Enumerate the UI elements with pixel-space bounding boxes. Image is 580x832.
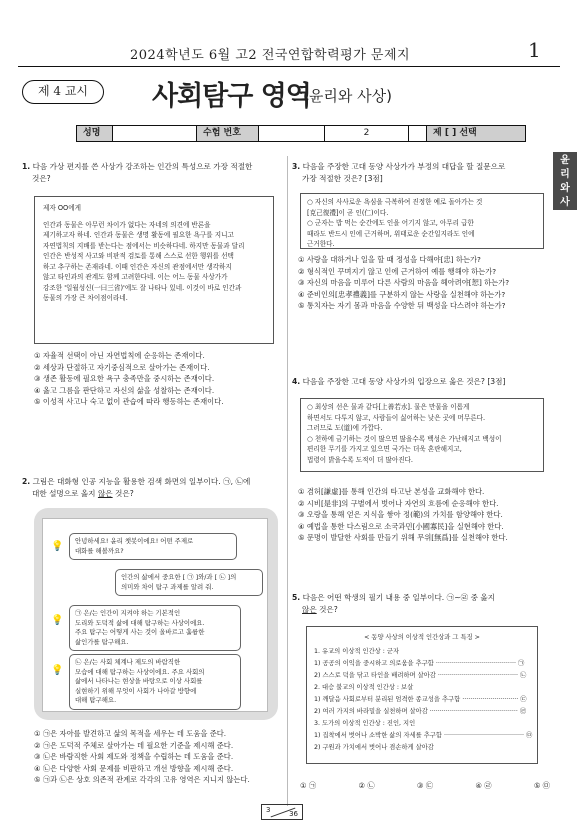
choice-label: 제 [ ] 선택 — [427, 126, 525, 141]
answer-bubble-2 — [69, 654, 241, 710]
bubble-line: 의미와 차이 탐구 과제를 알려 줘. — [121, 582, 214, 591]
q5-option[interactable]: ① ㉠ — [300, 781, 317, 790]
q5-stem-line1: 다음은 어떤 학생의 필기 내용 중 일부이다. ㉠~㉣ 중 옳지 — [302, 593, 495, 602]
q4-quote-line: 법령이 밝을수록 도적이 더 많아진다. — [307, 455, 414, 464]
q3-option[interactable]: ③ 자신의 마음을 미루어 다른 사람의 마음을 헤아려야[恕] 하는가? — [298, 278, 510, 288]
question-2 — [22, 476, 284, 500]
q5-note-line: 1. 유교의 이상적 인간상 : 군자 — [314, 648, 400, 655]
q1-letter-body — [43, 220, 265, 304]
q5-note-line: 2) 스스로 덕을 닦고 타인을 배려하며 살아감 ········································ ㉡ — [314, 672, 527, 679]
bubble-line: ㉡ 은/는 사회 체계나 제도의 바람직한 — [75, 658, 181, 666]
q3-quote-box — [300, 193, 544, 249]
q4-quote-line: ○ 천하에 금기하는 것이 많으면 많을수록 백성은 가난해지고 백성이 — [307, 434, 502, 443]
question-3 — [292, 161, 550, 185]
bubble-line: 대화를 해볼까요? — [75, 546, 124, 555]
q4-options — [298, 486, 550, 544]
q1-letter-to: 제자 OO에게 — [43, 204, 81, 212]
q3-options — [298, 254, 550, 312]
bubble-line: 대해 탐구해요. — [75, 696, 117, 704]
q5-note-box — [306, 626, 538, 764]
id-blank[interactable] — [409, 126, 427, 141]
lightbulb-icon: 💡 — [51, 615, 64, 626]
q1-number: 1. — [22, 162, 31, 171]
q3-option[interactable]: ① 사랑을 대하거나 일을 할 때 정성을 다해야[忠] 하는가? — [298, 255, 481, 264]
q5-option[interactable]: ⑤ ㉤ — [533, 781, 550, 790]
q3-number: 3. — [292, 162, 301, 171]
q3-quote-line: 근거한다. — [307, 240, 335, 248]
name-label: 성명 — [77, 126, 113, 141]
q2-number: 2. — [22, 477, 31, 486]
chatbot-greeting-bubble — [69, 533, 237, 560]
q3-stem-line1: 다음을 주장한 고대 동양 사상가가 부정의 대답을 할 질문으로 — [302, 162, 506, 171]
q3-quote-line: [克己復禮]이 곧 인(仁)이다. — [307, 208, 389, 217]
q4-quote-line: ○ 최상의 선은 물과 같다[上善若水]. 물은 만물을 이롭게 — [307, 403, 470, 411]
q5-options — [300, 780, 550, 792]
q3-quote-line: ○ 군자는 밥 먹는 순간에도 인을 어기지 않고, 아무리 급한 — [307, 219, 474, 227]
id-field[interactable] — [259, 126, 325, 141]
q5-note-line: 2. 대승 불교의 이상적 인간상 : 보살 — [314, 684, 414, 691]
q5-option[interactable]: ② ㉡ — [358, 781, 375, 790]
area-subtitle: (윤리와 사상) — [303, 87, 392, 105]
bubble-line: 삶에서 나타나는 현상을 바탕으로 이상 사회를 — [75, 677, 203, 685]
q4-quote-line: 하면서도 다투지 않고, 사람들이 싫어하는 낮은 곳에 머무른다. — [307, 413, 486, 422]
q5-note-line: 2) 구원과 가치에서 벗어나 겸손하게 살아감 — [314, 744, 434, 751]
q2-option[interactable]: ⑤ ㉠과 ㉡은 상호 의존적 관계로 각각의 고유 영역은 지니지 않는다. — [34, 775, 250, 785]
q5-stem-b: 것은? — [316, 605, 338, 614]
q5-note-line: 1) 집착에서 벗어나 소박한 삶의 자세를 추구함 ········································ ㉤ — [314, 732, 533, 739]
q2-options — [34, 728, 284, 786]
chat-screen — [42, 518, 268, 712]
q4-option[interactable]: ⑤ 문명이 발달한 사회를 만들기 위해 무위[無爲]를 실천해야 한다. — [298, 533, 508, 543]
q1-letter-box — [34, 196, 274, 344]
q5-note-line: 1) 공공의 이익을 중시하고 의로움을 추구함 ········································ ㉠ — [314, 660, 525, 667]
q2-stem-b: 것은? — [112, 489, 134, 498]
q3-quote-line: ○ 자신의 사사로운 욕심을 극복하여 진정한 예로 돌아가는 것 — [307, 198, 483, 206]
exam-title: 2024학년도 6월 고2 전국연합학력평가 문제지 — [130, 48, 411, 63]
q3-stem-line2: 가장 적절한 것은? [3점] — [302, 174, 383, 183]
q2-option[interactable]: ④ ㉡은 다양한 사회 문제를 비판하고 개선 방향을 제시해 준다. — [34, 763, 234, 773]
q4-option[interactable]: ③ 오랑을 통해 얻은 지식을 쌓아 정(範)의 가치를 함양해야 한다. — [298, 510, 503, 520]
subject-side-tab — [553, 152, 577, 222]
q1-letter-line: 강조한 '일월성신(一曰三省)'에도 잘 나타나 있네. 이것이 바로 인간과 — [43, 283, 242, 292]
side-tab-label: 윤리와 사상 — [560, 155, 570, 222]
bubble-line: 안녕하세요! 윤리 챗봇이에요! 어떤 주제로 — [75, 537, 194, 545]
bubble-line: 삶인가를 탐구해요. — [75, 637, 129, 646]
lightbulb-icon: 💡 — [51, 541, 64, 552]
q5-note-title: < 동양 사상의 이상적 인간상과 그 특징 > — [364, 634, 480, 641]
page-number: 1 — [528, 38, 541, 62]
q4-option[interactable]: ④ 예법을 통한 다스림으로 소국과민[小國寡民]을 실현해야 한다. — [298, 521, 504, 531]
question-4 — [292, 376, 550, 388]
q3-quote-line: 때라도 반드시 인에 근거하며, 위태로운 순간일지라도 인에 — [307, 229, 475, 238]
q4-quote-line: 그러므로 도(道)에 가깝다. — [307, 424, 383, 432]
bubble-line: 실현하기 위해 무엇이 사회가 나아갈 방향에 — [75, 686, 197, 695]
q1-letter-line: 인간과 동물은 아무런 차이가 없다는 자네의 의견에 반론을 — [43, 220, 211, 229]
answer-bubble-1 — [69, 605, 241, 651]
id-digit: 2 — [325, 126, 409, 141]
examinee-info-row — [76, 125, 526, 142]
header-divider — [18, 66, 560, 67]
q5-note-line: 3. 도가의 이상적 인간상 : 진인, 지인 — [314, 720, 416, 727]
q3-option[interactable]: ④ 준비인의[忠孝禮義]를 구분하지 않는 사랑을 실천해야 하는가? — [298, 289, 506, 299]
q5-number: 5. — [292, 593, 301, 602]
bubble-line: 주요 탐구는 어떻게 사는 것이 올바르고 훌륭한 — [75, 628, 205, 636]
area-title: 사회탐구 영역 — [152, 81, 311, 112]
bubble-line: 인간의 삶에서 중요한 [ ㉠ ]와/과 [ ㉡ ]의 — [121, 573, 237, 581]
column-divider — [287, 156, 288, 806]
bubble-line: 모습에 대해 탐구하는 사상이에요. 주요 사회의 — [75, 667, 205, 676]
q1-letter-line: 하고 추구하는 존재라네. 이때 인간은 자신의 관점에서만 생각하지 — [43, 262, 232, 271]
q3-option[interactable]: ② 형식적인 꾸며지기 않고 인에 근거하여 예를 행해야 하는가? — [298, 266, 497, 276]
name-field[interactable] — [113, 126, 197, 141]
q1-letter-line: 동물의 가장 큰 차이점이라네. — [43, 294, 128, 302]
bubble-line: 도리와 도덕적 삶에 대해 탐구하는 사상이에요. — [75, 618, 205, 627]
question-5 — [292, 592, 550, 616]
q4-quote-box — [300, 398, 544, 472]
q1-option[interactable]: ② 세상과 단절하고 자기중심적으로 살아가는 존재이다. — [34, 362, 210, 372]
page-total: 36 — [289, 810, 298, 818]
q2-option[interactable]: ② ㉠은 도덕적 주체로 살아가는 데 필요한 기준을 제시해 준다. — [34, 740, 234, 750]
q1-letter-line: 자연법칙의 지배를 받는다는 점에서는 비슷하다네. 하지만 동물과 달리 — [43, 241, 245, 250]
q1-stem-line2: 것은? — [32, 174, 51, 183]
q4-option[interactable]: ② 시비[是非]의 구별에서 벗어나 자연의 흐름에 순응해야 한다. — [298, 498, 499, 508]
q4-quote-line: 편리한 무기를 가지고 있으면 국가는 더욱 혼란해지고, — [307, 445, 462, 453]
bubble-line: ㉠ 은/는 인간이 지켜야 하는 기본적인 — [75, 609, 181, 617]
q2-stem-underlined: 않은 — [97, 489, 113, 498]
q5-stem-underlined: 않은 — [302, 605, 317, 614]
q4-stem: 다음을 주장한 고대 동양 사상가의 입장으로 옳은 것은? [3점] — [302, 377, 506, 386]
q2-stem-line1: 그림은 대화형 인공 지능을 활용한 검색 화면의 일부이다. ㉠, ㉡에 — [32, 477, 251, 486]
page-current: 3 — [266, 806, 271, 814]
q2-stem-a: 대한 설명으로 옳지 — [32, 489, 98, 498]
period-badge: 제 4 교시 — [22, 80, 104, 104]
q1-option[interactable]: ③ 생존 활동에 필요한 욕구 충족만을 중시하는 존재이다. — [34, 374, 215, 384]
lightbulb-icon: 💡 — [51, 665, 64, 676]
q1-letter-line: 않고 타인과의 관계도 함께 고려한다네. 이는 어느 동물 사상가가 — [43, 273, 228, 281]
q1-option[interactable]: ④ 옳고 그름을 판단하고 자신의 삶을 성찰하는 존재이다. — [34, 385, 215, 395]
q5-option[interactable]: ③ ㉢ — [416, 781, 434, 790]
q2-option[interactable]: ① ㉠은 자아를 발견하고 삶의 목적을 세우는 데 도움을 준다. — [34, 729, 227, 738]
q2-option[interactable]: ③ ㉡은 바람직한 사회 제도와 정책을 수립하는 데 도움을 준다. — [34, 752, 234, 762]
q1-option[interactable]: ⑤ 이성적 사고나 숙고 없이 관습에 따라 행동하는 존재이다. — [34, 397, 224, 407]
q1-option[interactable]: ① 자율적 선택이 아닌 자연법칙에 순응하는 존재이다. — [34, 351, 205, 360]
q1-options — [34, 350, 284, 408]
q4-number: 4. — [292, 377, 301, 386]
page-indicator — [261, 804, 303, 820]
q1-letter-line: 제기하고자 하네. 인간과 동물은 생명 활동에 필요한 욕구를 지니고 — [43, 231, 234, 239]
user-request-bubble — [115, 569, 263, 596]
q1-stem-line1: 다음 가상 편지를 쓴 사상가 강조하는 인간의 특성으로 가장 적절한 — [32, 162, 253, 171]
question-1 — [22, 161, 284, 185]
q4-option[interactable]: ① 겸허[謙虛]를 통해 인간의 타고난 본성을 교화해야 한다. — [298, 487, 485, 496]
q5-note-line: 1) 깨달음 사회로부터 분리된 엄격한 종교성을 추구함 ···························· ㉢ — [314, 696, 527, 703]
q1-letter-line: 인간은 반성적 사고와 비판적 검토를 통해 스스로 선한 행위를 선택 — [43, 252, 234, 260]
q5-option[interactable]: ④ ㉣ — [475, 781, 492, 790]
q3-option[interactable]: ⑤ 통치자는 자기 몸과 마음을 수양한 뒤 백성을 다스려야 하는가? — [298, 301, 506, 311]
id-label: 수험 번호 — [197, 126, 259, 141]
q5-note-line: 2) 여러 가지의 바라밀을 실천하며 살아감 ············································ ㉣ — [314, 708, 527, 715]
